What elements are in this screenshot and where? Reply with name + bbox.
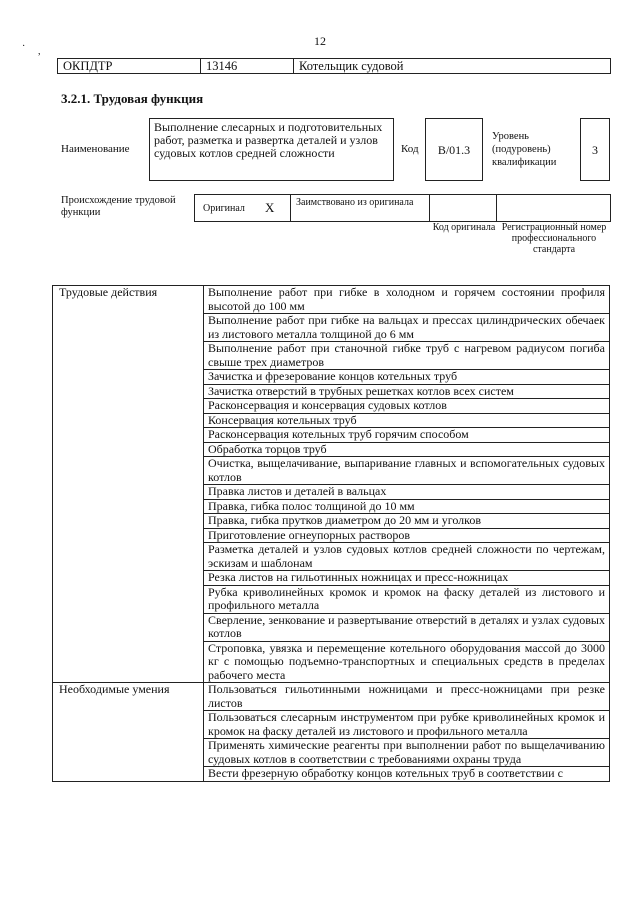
okpdtr-table [57,58,611,74]
labor-function-table [52,285,610,782]
labor-actions-item: Выполнение работ при гибке в холодном и горячем состоянии профиля высотой до 100 мм [204,286,610,314]
original-mark: X [265,200,275,215]
page-number: 12 [314,34,326,48]
labor-actions-item: Расконсервация котельных труб горячим способом [204,428,610,443]
function-name-value: Выполнение слесарных и подготовительных работ, разметка и развертка деталей и узлов судовых котлов средней сложности [154,120,383,160]
reg-number-cell [496,194,611,222]
required-skills-item: Пользоваться слесарным инструментом при рубке криволинейных кромок и кромок на фаску деталей из листового и профильного металла [204,711,610,739]
profession-name: Котельщик судовой [294,59,611,74]
required-skills-item: Вести фрезерную обработку концов котельных труб в соответствии с [204,767,610,782]
function-name-box [149,118,394,181]
labor-actions-item: Правка, гибка полос толщиной до 10 мм [204,499,610,514]
origin-label: Происхождение трудовой функции [61,195,176,218]
labor-actions-item: Консервация котельных труб [204,413,610,428]
reg-caption: Регистрационный номер профессионального стандарта [501,222,607,255]
okpdtr-code: 13146 [201,59,294,74]
labor-actions-item: Рубка криволинейных кромок и кромок на фаску деталей из листового и профильного металла [204,585,610,613]
table-row [53,286,610,314]
labor-actions-item: Расконсервация и консервация судовых котлов [204,399,610,414]
code-caption: Код оригинала [432,222,496,233]
labor-actions-item: Правка листов и деталей в вальцах [204,485,610,500]
original-cell [194,194,291,222]
labor-actions-item: Приготовление огнеупорных растворов [204,528,610,543]
labor-actions-item: Выполнение работ при гибке на вальцах и прессах цилиндрических обечаек из листового металла толщиной до 6 мм [204,314,610,342]
labor-actions-item: Строповка, увязка и перемещение котельного оборудования массой до 3000 кг с помощью подъемно-транспортных и специальных средств в пределах рабочего места [204,641,610,683]
labor-actions-label: Трудовые действия [53,286,204,683]
level-box [580,118,610,181]
labor-actions-item: Резка листов на гильотинных ножницах и пресс-ножницах [204,571,610,586]
borrowed-label: Заимствовано из оригинала [296,197,414,208]
scan-mark: , [38,46,41,57]
labor-actions-item: Обработка торцов труб [204,442,610,457]
section-title: 3.2.1. Трудовая функция [61,91,204,106]
code-label: Код [401,143,419,155]
labor-actions-item: Очистка, выщелачивание, выпаривание главных и вспомогательных судовых котлов [204,457,610,485]
labor-actions-item: Выполнение работ при станочной гибке труб с нагревом радиусом погиба свыше трех диаметров [204,342,610,370]
scan-mark: · [22,41,26,52]
required-skills-label: Необходимые умения [53,683,204,782]
function-code-value: B/01.3 [437,143,471,157]
labor-actions-item: Правка, гибка прутков диаметром до 20 мм и уголков [204,514,610,529]
required-skills-item: Пользоваться гильотинными ножницами и пресс-ножницами при резке листов [204,683,610,711]
function-code-box [425,118,483,181]
table-row [53,683,610,711]
original-label: Оригинал [203,203,245,214]
labor-actions-item: Разметка деталей и узлов судовых котлов средней сложности по чертежам, эскизам и шаблонам [204,543,610,571]
level-value: 3 [592,143,598,157]
labor-actions-item: Сверление, зенкование и развертывание отверстий в деталях и узлах судовых котлов [204,613,610,641]
level-label: Уровень (подуровень) квалификации [492,131,557,168]
labor-actions-item: Зачистка и фрезерование концов котельных труб [204,370,610,385]
labor-actions-item: Зачистка отверстий в трубных решетках котлов всех систем [204,384,610,399]
okpdtr-label: ОКПДТР [58,59,201,74]
name-label: Наименование [61,143,130,155]
borrowed-cell [290,194,430,222]
required-skills-item: Применять химические реагенты при выполнении работ по выщелачиванию судовых котлов в соответствии с требованиями охраны труда [204,739,610,767]
origin-code-cell [429,194,497,222]
